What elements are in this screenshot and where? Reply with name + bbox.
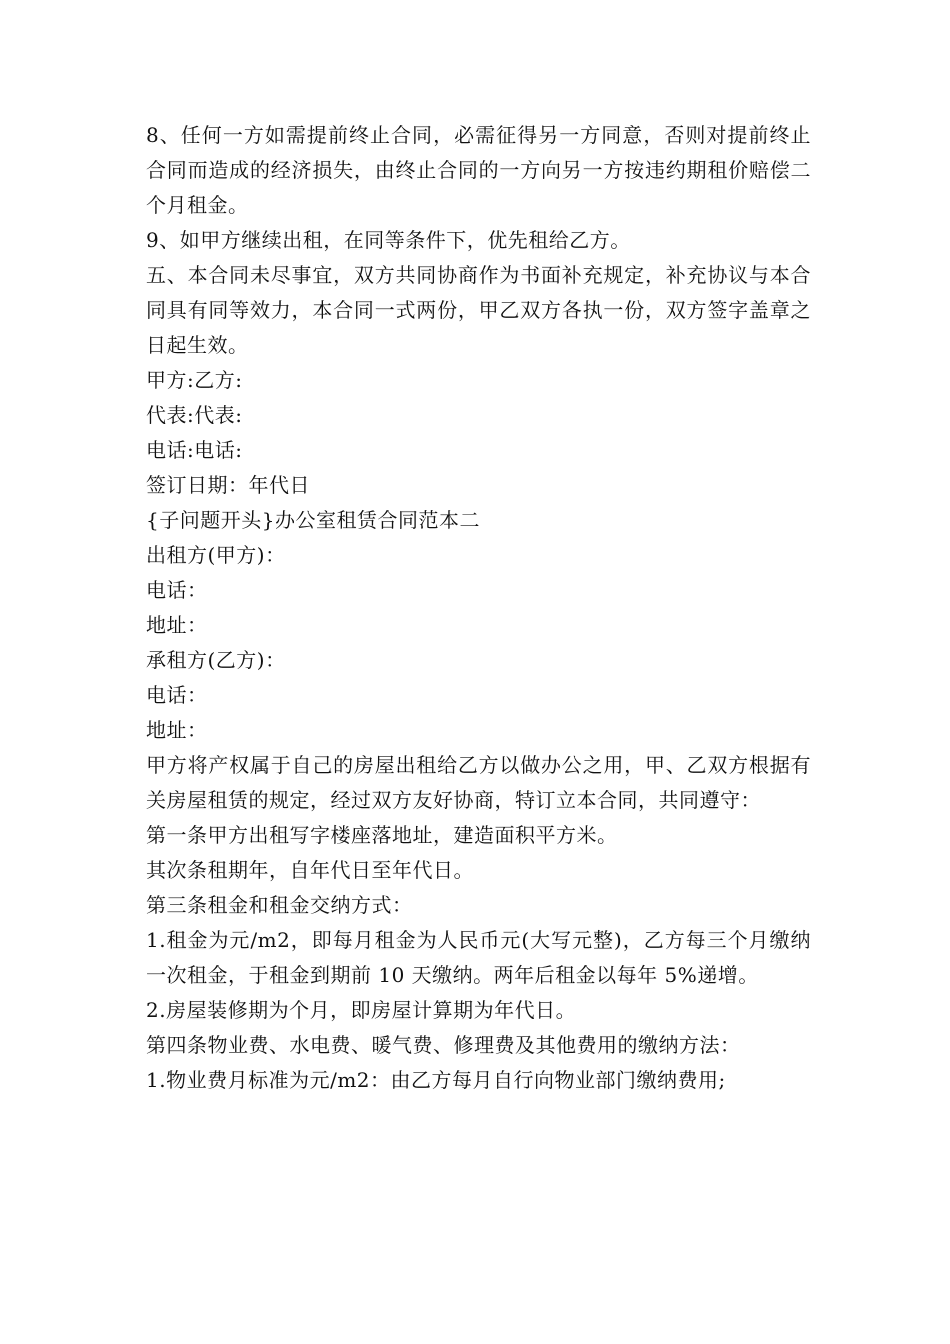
paragraph-lessor-address: 地址： bbox=[146, 613, 208, 637]
paragraph-representative-line: 代表:代表: bbox=[146, 403, 243, 427]
paragraph-sign-date: 签订日期：年代日 bbox=[146, 473, 310, 497]
paragraph-party-line: 甲方:乙方: bbox=[146, 368, 243, 392]
paragraph-article-4-item-1: 1.物业费月标准为元/m2：由乙方每月自行向物业部门缴纳费用; bbox=[146, 1068, 726, 1092]
paragraph-article-2: 其次条租期年，自年代日至年代日。 bbox=[146, 858, 474, 882]
document-body bbox=[146, 118, 811, 1098]
paragraph-template-two-title: {子问题开头}办公室租赁合同范本二 bbox=[146, 508, 480, 532]
paragraph-lessee: 承租方(乙方)： bbox=[146, 648, 286, 672]
paragraph-article-1: 第一条甲方出租写字楼座落地址，建造面积平方米。 bbox=[146, 823, 618, 847]
paragraph-preamble: 甲方将产权属于自己的房屋出租给乙方以做办公之用，甲、乙双方根据有关房屋租赁的规定，经过双方友好协商，特订立本合同，共同遵守： bbox=[146, 753, 811, 812]
paragraph-phone-line: 电话:电话: bbox=[146, 438, 243, 462]
paragraph-lessee-address: 地址： bbox=[146, 718, 208, 742]
paragraph-lessor-phone: 电话： bbox=[146, 578, 208, 602]
paragraph-article-3-item-1: 1.租金为元/m2，即每月租金为人民币元(大写元整)，乙方每三个月缴纳一次租金，于租金到期前 10 天缴纳。两年后租金以每年 5%递增。 bbox=[146, 928, 811, 987]
paragraph-article-3: 第三条租金和租金交纳方式： bbox=[146, 893, 413, 917]
paragraph-clause-9: 9、如甲方继续出租，在同等条件下，优先租给乙方。 bbox=[146, 228, 631, 252]
paragraph-lessee-phone: 电话： bbox=[146, 683, 208, 707]
paragraph-article-4: 第四条物业费、水电费、暖气费、修理费及其他费用的缴纳方法： bbox=[146, 1033, 741, 1057]
paragraph-lessor: 出租方(甲方)： bbox=[146, 543, 286, 567]
paragraph-clause-8: 8、任何一方如需提前终止合同，必需征得另一方同意，否则对提前终止合同而造成的经济损失，由终止合同的一方向另一方按违约期租价赔偿二个月租金。 bbox=[146, 123, 811, 217]
paragraph-article-3-item-2: 2.房屋装修期为个月，即房屋计算期为年代日。 bbox=[146, 998, 577, 1022]
paragraph-section-5: 五、本合同未尽事宜，双方共同协商作为书面补充规定，补充协议与本合同具有同等效力，本合同一式两份，甲乙双方各执一份，双方签字盖章之日起生效。 bbox=[146, 263, 811, 357]
